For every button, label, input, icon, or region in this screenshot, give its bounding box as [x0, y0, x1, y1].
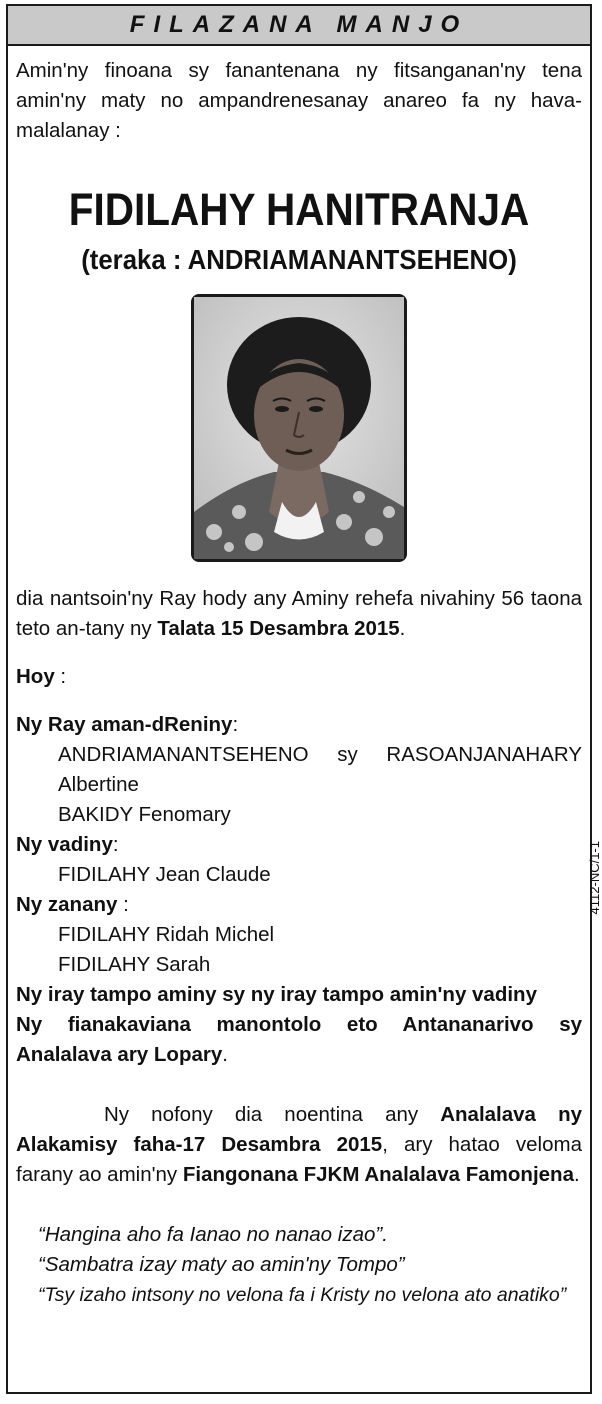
obituary-content: [8, 46, 590, 1310]
parents-heading: [16, 710, 582, 740]
hoy-line: [16, 662, 582, 692]
relatives-line: Ny iray tampo aminy sy ny iray tampo amin'ny vadiny: [16, 983, 537, 1006]
funeral-text-1: Ny nofony dia noentina any: [104, 1103, 441, 1126]
quote-2: “Sambatra izay maty ao amin'ny Tompo”: [38, 1253, 405, 1276]
spouse-name: FIDILAHY Jean Claude: [58, 863, 271, 886]
ad-code: 4112-NC/1-1: [587, 841, 602, 915]
quotes-block: [16, 1220, 582, 1310]
hoy-colon: :: [54, 665, 67, 688]
parent-2: BAKIDY Fenomary: [58, 803, 231, 826]
parents-colon: :: [232, 713, 239, 736]
hoy-label: Hoy: [16, 665, 55, 688]
funeral-church: Fiangonana FJKM Analalava Famonjena: [182, 1163, 574, 1186]
death-notice-end: .: [399, 617, 406, 640]
child-1: FIDILAHY Ridah Michel: [58, 923, 275, 946]
banner-title: FILAZANA MANJO: [8, 6, 590, 46]
child-2: FIDILAHY Sarah: [58, 953, 211, 976]
portrait-image: [194, 297, 404, 559]
children-heading: [16, 890, 582, 920]
children-colon: :: [117, 893, 129, 916]
quote-3: “Tsy izaho intsony no velona fa i Kristy no velona ato anatiko”: [38, 1284, 567, 1306]
deceased-maiden-name: (teraka : ANDRIAMANANTSEHENO): [81, 244, 517, 275]
spouse-heading: [16, 830, 582, 860]
funeral-text-2: , ary hatao veloma farany ao amin'ny: [16, 1133, 582, 1186]
family-end: .: [222, 1043, 228, 1066]
deceased-photo: [191, 294, 407, 562]
deceased-name: FIDILAHY HANITRANJA: [68, 184, 530, 235]
funeral-paragraph: [16, 1100, 582, 1190]
death-notice: [16, 584, 582, 644]
death-date: Talata 15 Desambra 2015: [157, 617, 400, 640]
quote-1: “Hangina aho fa Ianao no nanao izao”.: [38, 1223, 388, 1246]
parent-1: ANDRIAMANANTSEHENO sy RASOANJANAHARY Albertine: [58, 743, 582, 796]
death-notice-text: dia nantsoin'ny Ray hody any Aminy rehefa nivahiny 56 taona teto an-tany ny: [16, 587, 582, 640]
spouse-label: Ny vadiny: [16, 833, 113, 856]
family-line: [16, 1010, 582, 1070]
intro-text: Amin'ny finoana sy fanantenana ny fitsanganan'ny tena amin'ny maty no ampandrenesanay anareo fa ny hava-malalanay :: [16, 59, 582, 142]
parents-label: Ny Ray aman-dReniny: [16, 713, 233, 736]
funeral-end: .: [573, 1163, 580, 1186]
spouse-colon: :: [112, 833, 119, 856]
children-label: Ny zanany: [16, 893, 118, 916]
obituary-frame: [6, 4, 602, 1394]
family-text: Ny fianakaviana manontolo eto Antananarivo sy Analalava ary Lopary: [16, 1013, 582, 1066]
funeral-place-date: Analalava ny Alakamisy faha-17 Desambra 2015: [16, 1103, 582, 1156]
